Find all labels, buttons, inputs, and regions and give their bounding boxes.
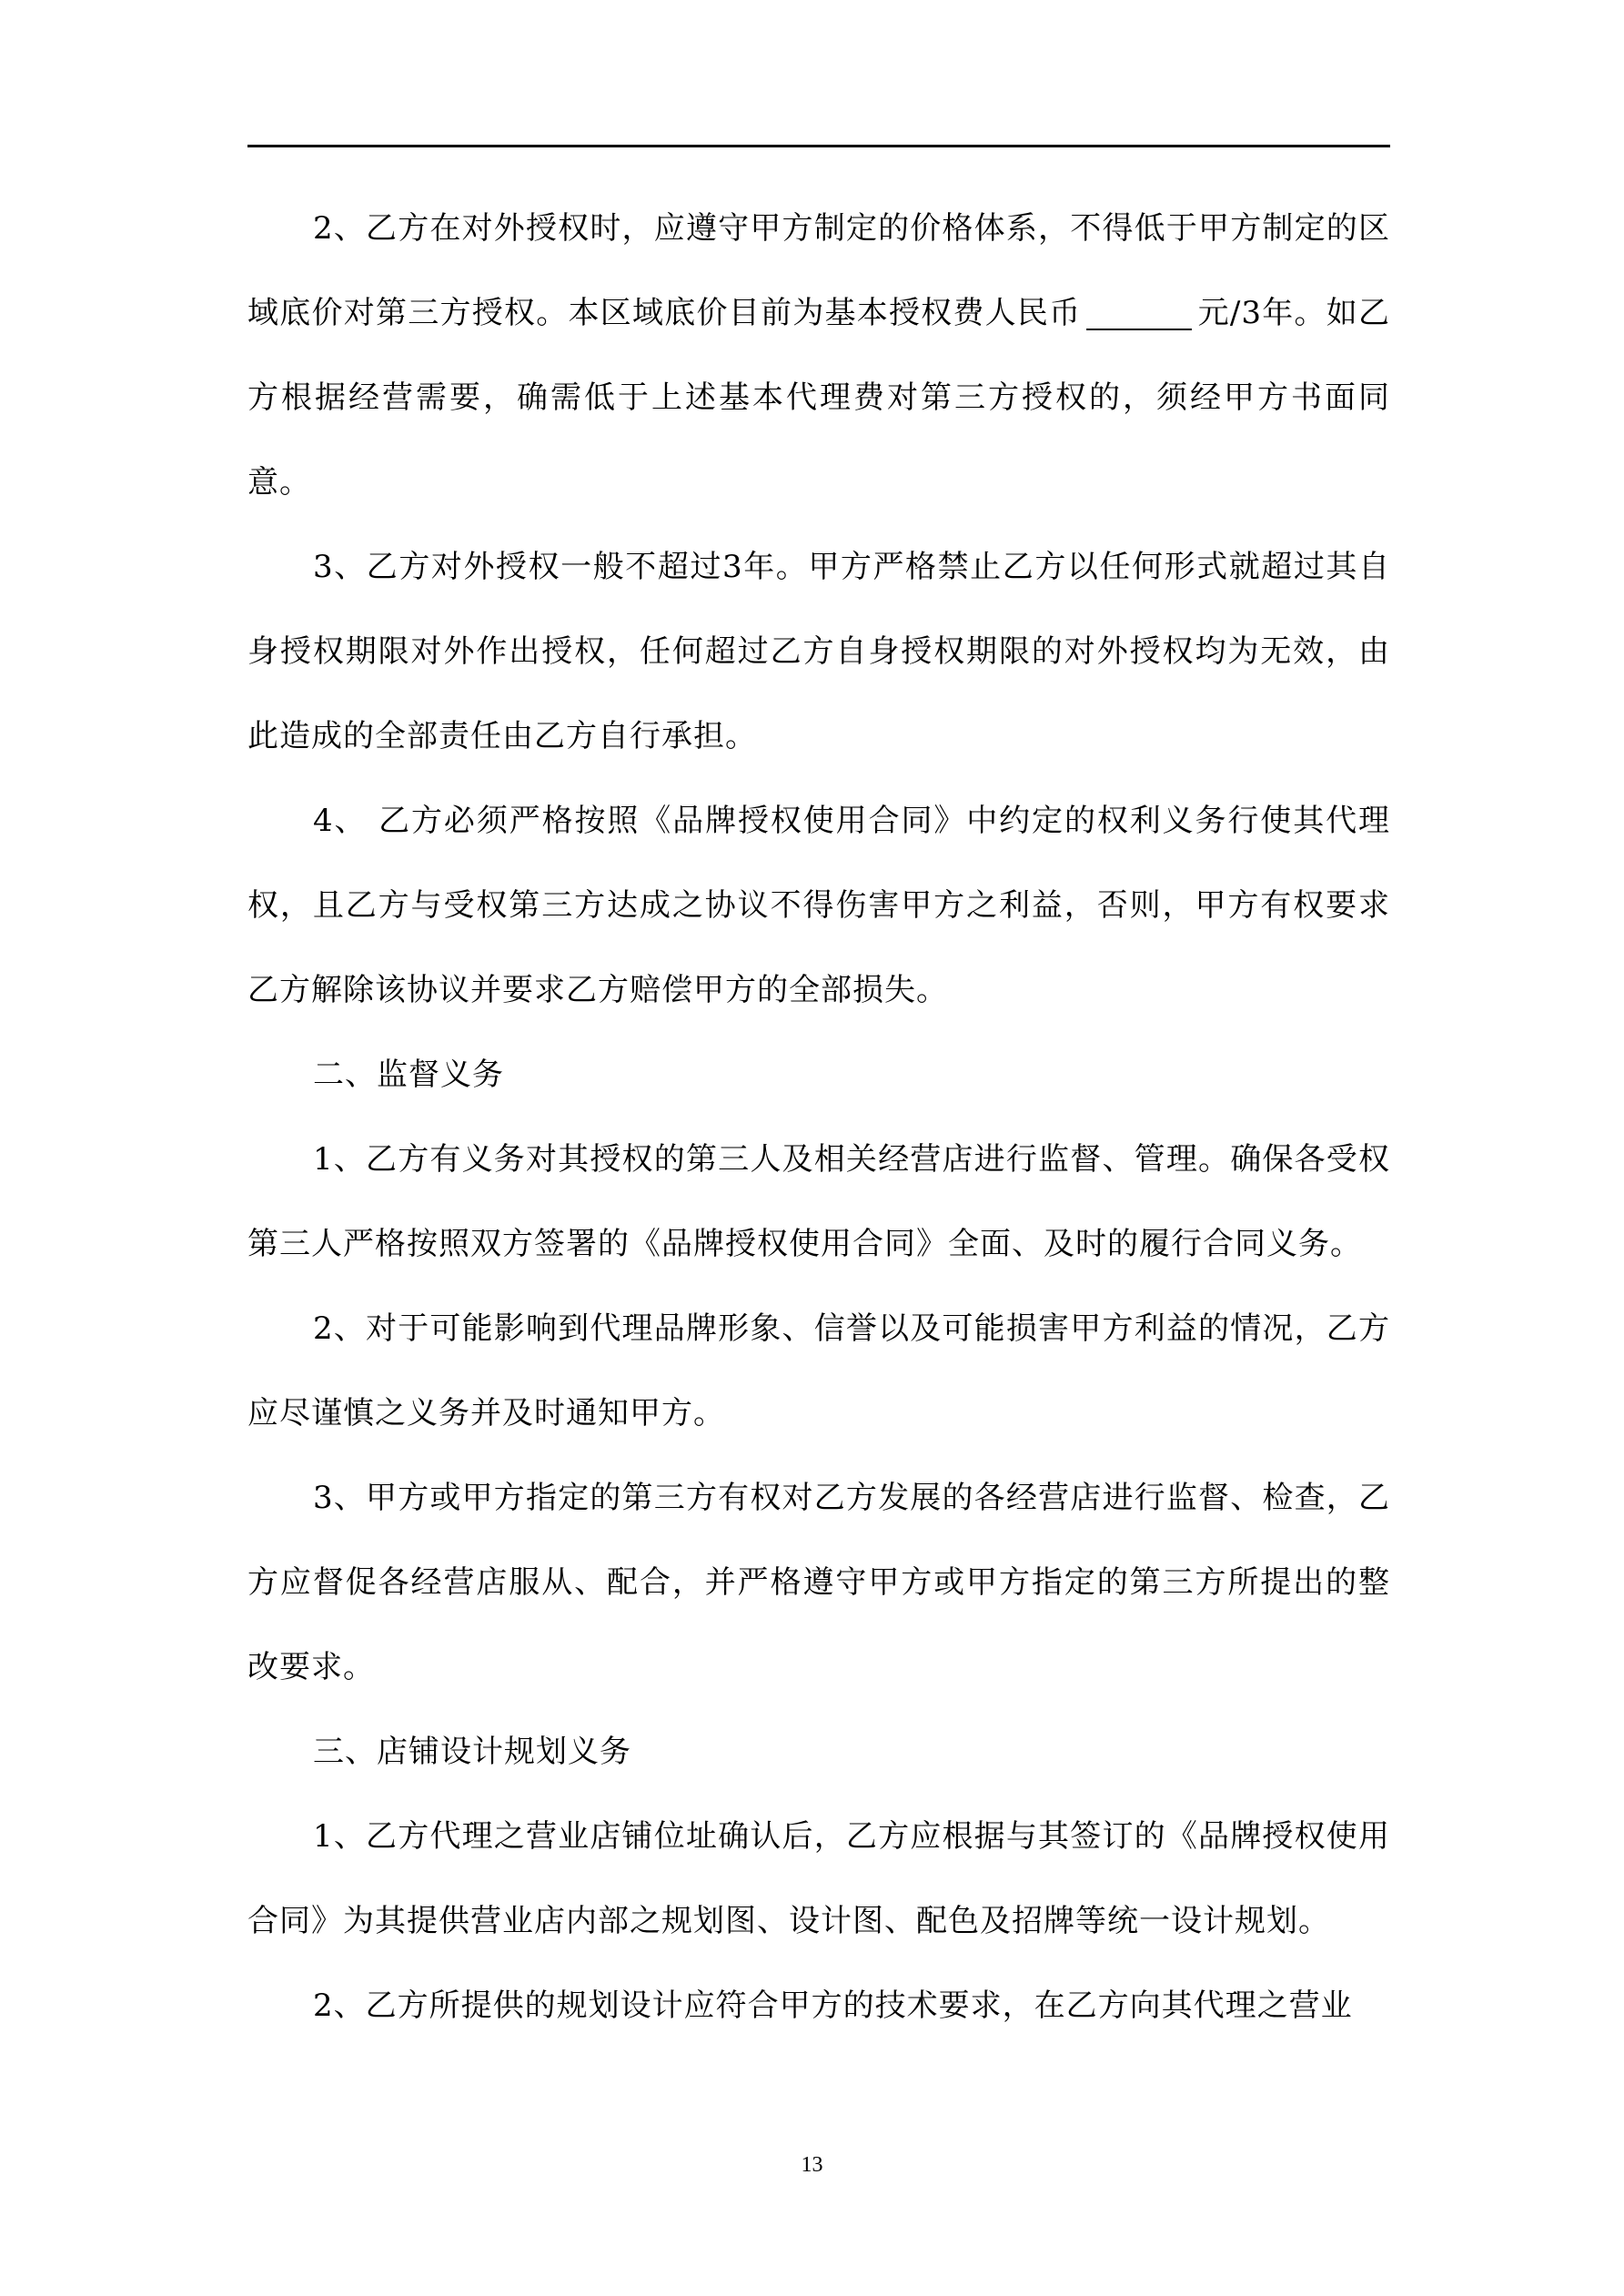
header-rule [247, 145, 1390, 147]
supervision-clause-1: 1、乙方有义务对其授权的第三人及相关经营店进行监督、管理。确保各受权第三人严格按照双方签署的《品牌授权使用合同》全面、及时的履行合同义务。 [247, 1141, 1390, 1262]
supervision-clause-2: 2、对于可能影响到代理品牌形象、信誉以及可能损害甲方利益的情况，乙方应尽谨慎之义务并及时通知甲方。 [247, 1310, 1390, 1431]
store-design-clause-1: 1、乙方代理之营业店铺位址确认后，乙方应根据与其签订的《品牌授权使用合同》为其提供营业店内部之规划图、设计图、配色及招牌等统一设计规划。 [247, 1818, 1390, 1939]
clause-2-price-system [247, 187, 1390, 525]
clause-text: 2、乙方在对外授权时，应遵守甲方制定的价格体系，不得低于甲方制定的区域底价对第三方授权。本区域底价目前为基本授权费人民币 [247, 210, 1390, 331]
fee-amount-blank [1086, 298, 1192, 330]
clause-4-agency-rights: 4、 乙方必须严格按照《品牌授权使用合同》中约定的权利义务行使其代理权，且乙方与受权第三方达成之协议不得伤害甲方之利益，否则，甲方有权要求乙方解除该协议并要求乙方赔偿甲方的全部损失。 [247, 803, 1390, 1008]
supervision-clause-3: 3、甲方或甲方指定的第三方有权对乙方发展的各经营店进行监督、检查，乙方应督促各经营店服从、配合，并严格遵守甲方或甲方指定的第三方所提出的整改要求。 [247, 1480, 1390, 1685]
document-body [247, 187, 1390, 2048]
store-design-clause-2: 2、乙方所提供的规划设计应符合甲方的技术要求，在乙方向其代理之营业 [313, 1988, 1353, 2024]
clause-text-continued: 元/3年。如乙方根据经营需要，确需低于上述基本代理费对第三方授权的，须经甲方书面同意。 [247, 295, 1390, 501]
clause-3-authorization-term: 3、乙方对外授权一般不超过3年。甲方严格禁止乙方以任何形式就超过其自身授权期限对外作出授权，任何超过乙方自身授权期限的对外授权均为无效，由此造成的全部责任由乙方自行承担。 [247, 549, 1390, 754]
section-heading-supervision: 二、监督义务 [313, 1057, 504, 1093]
section-heading-store-design: 三、店铺设计规划义务 [313, 1734, 631, 1770]
page-number: 13 [801, 2153, 823, 2177]
